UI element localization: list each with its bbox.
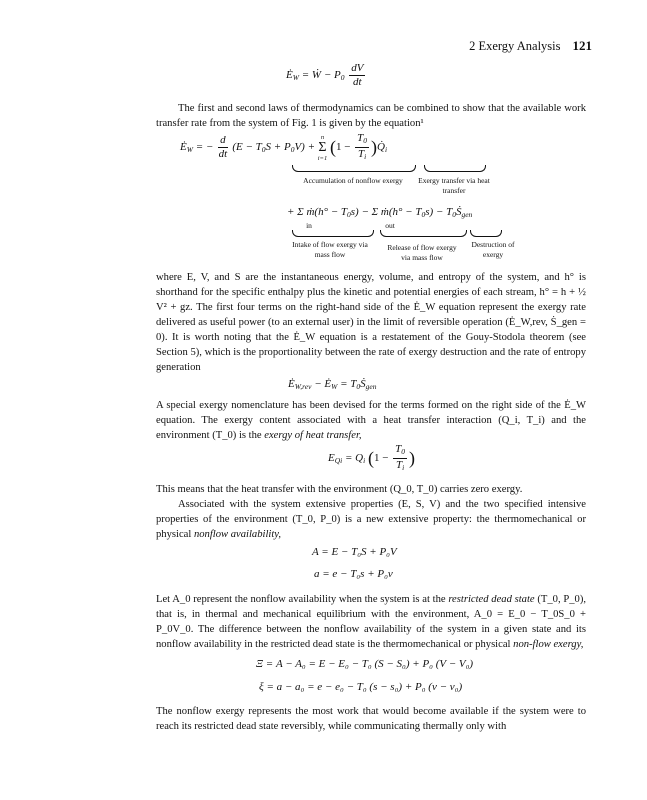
- label-intake: Intake of flow exergy via mass flow: [292, 240, 368, 259]
- equation-a-definition: a = e − T₀s + P₀v: [314, 568, 393, 580]
- paragraph-1: The first and second laws of thermodynamics can be combined to show that the available work transfer rate from the system of Fig. 1 is given by the equation¹: [156, 103, 586, 129]
- label-destruction: Destruction of exergy: [471, 240, 515, 259]
- paragraph-3: A special exergy nomenclature has been devised for the terms formed on the right side of the Ė_W equation. The exergy content associated with a heat transfer interaction (Q_i, T_i) and the environment (T_0) is the exergy of heat transfer,: [156, 400, 586, 441]
- equation-reversible-relation: $Ė_{W,rev}$ − $Ė_W$ = $T_0Ṡ_{gen}$: [288, 378, 377, 391]
- sum-label-in: in: [306, 221, 312, 230]
- label-exergy-transfer: Exergy transfer via heat transfer: [418, 176, 490, 195]
- equation-main-line2: + Σ ṁ(h° − $T_0s) - \Sigma$ ṁ(h° − $T_0s$) − $T_0Ṡ_{gen}$: [287, 206, 473, 219]
- brace-destruction: [470, 230, 502, 237]
- paragraph-7: The nonflow exergy represents the most work that would become available if the system were to reach its restricted dead state reversibly, while communicating thermally only with: [156, 706, 586, 732]
- equation-A-definition: A = E − T₀S + P₀V: [312, 546, 397, 558]
- brace-intake: [292, 230, 374, 237]
- equation-ew-definition: $Ė_W$ = Ẇ − $P_0$ $\frac{dV}{dt}$: [286, 62, 364, 88]
- paragraph-2: where E, V, and S are the instantaneous energy, volume, and entropy of the system, and h° is shorthand for the specific enthalpy plus the kinetic and potential energies of each stream, h° = h + ½ V² + gz. The first four terms on the right-hand side of the Ė_W equation represent the exergy rate delivered as useful power (to an external user) in the limit of reversible operation (Ė_W,rev, Ṡ_gen = 0). It is worth noting that the Ė_W equation is a restatement of the Gouy-Stodola theorem (see Section 5), which is the proportionality between the rate of exergy destruction and the rate of entropy generation: [156, 272, 586, 373]
- paragraph-5: Associated with the system extensive properties (E, S, V) and the two specified intensive properties of the environment (T_0, P_0) is a new extensive property: the thermomechanical or physical nonflow availability,: [156, 499, 586, 540]
- label-accumulation: Accumulation of nonflow exergy: [303, 176, 403, 185]
- equation-exergy-heat: $E_{Qi} = Q_i$ (1 − $\frac{T_0}{T_i}$ ): [328, 443, 416, 472]
- brace-accumulation: [292, 165, 416, 172]
- brace-release: [380, 230, 467, 237]
- equation-Xi-definition: Ξ = A − A₀ = E − E₀ − T₀ (S − S₀) + P₀ (V − V₀): [256, 658, 474, 670]
- page-header: [469, 38, 592, 54]
- label-release: Release of flow exergy via mass flow: [387, 243, 457, 262]
- sum-label-out: out: [385, 221, 395, 230]
- brace-exergy-transfer: [424, 165, 486, 172]
- page-number: 121: [572, 38, 592, 53]
- running-head: 2 Exergy Analysis: [469, 39, 561, 53]
- equation-xi-definition: ξ = a − a₀ = e − e₀ − T₀ (s − s₀) + P₀ (v − v₀): [259, 681, 463, 693]
- paragraph-6: Let A_0 represent the nonflow availability when the system is at the restricted dead state (T_0, P_0), that is, in thermal and mechanical equilibrium with the environment, A_0 = E_0 − T_0S_0 + P_0V_0. The difference between the nonflow availability of the system in a given state and its nonflow availability in the restricted dead state is the thermomechanical or physical non-flow exergy,: [156, 594, 587, 650]
- paragraph-4: This means that the heat transfer with the environment (Q_0, T_0) carries zero exergy.: [156, 484, 523, 495]
- equation-main-line1: $Ė_W$ = − $\frac{d}{dt}$ $(E - T_0S + P_0V)$ + n Σ i=1 (1 − $\frac{T_0}{T_i}$ )$Q̇_i$: [180, 132, 388, 162]
